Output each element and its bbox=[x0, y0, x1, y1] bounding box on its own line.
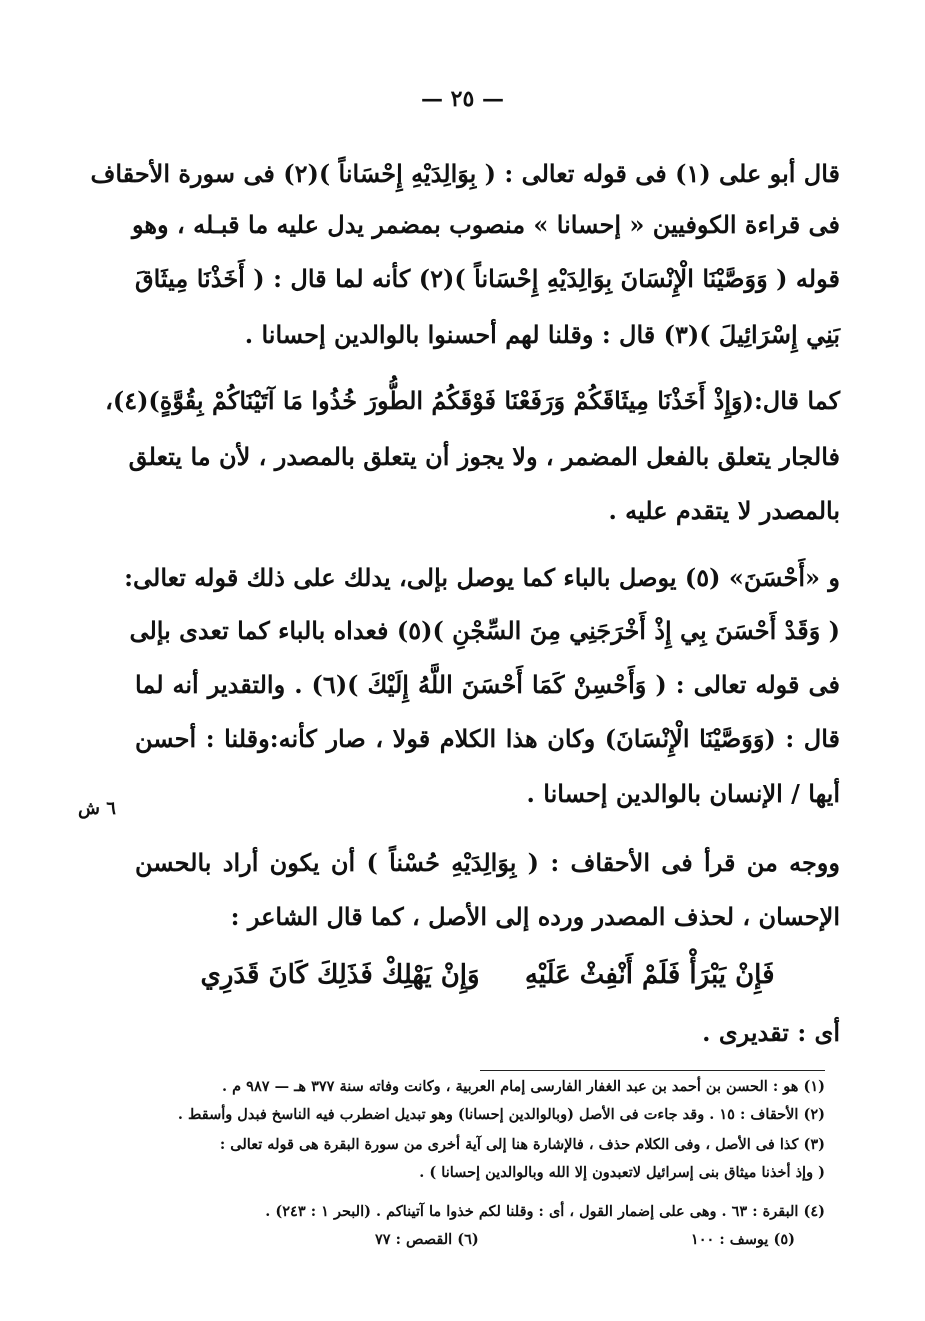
footnote: (٦) القصص : ٧٧ bbox=[375, 1231, 479, 1248]
text-line: قال أبو على (١) فى قوله تعالى : ( بِوَالِدَيْهِ إِحْسَاناً )(٢) فى سورة الأحقاف bbox=[90, 159, 840, 188]
text-line: فالجار يتعلق بالفعل المضمر ، ولا يجوز أن يتعلق بالمصدر ، لأن ما يتعلق bbox=[128, 442, 840, 471]
footnote-row bbox=[375, 1230, 795, 1250]
footnote-separator bbox=[480, 1070, 825, 1071]
footnote: (٢) الأحقاف : ١٥ . وقد جاءت فى الأصل (وبالوالدين إحسانا) وهو تبديل اضطرب فيه الناسخ فبدل وأسقط . bbox=[177, 1106, 825, 1123]
footnote: ( وإذ أخذنا ميثاق بنى إسرائيل لاتعبدون إلا الله وبالوالدين إحسانا ) . bbox=[419, 1164, 825, 1181]
footnote: (٣) كذا فى الأصل ، وفى الكلام حذف ، فالإشارة هنا إلى آية أخرى من سورة البقرة هى قوله تعالى : bbox=[219, 1136, 825, 1153]
text-line: ووجه من قرأ فى الأحقاف : ( بِوَالِدَيْهِ حُسْناً ) أن يكون أراد بالحسن bbox=[135, 848, 840, 877]
footnote: (٥) يوسف : ١٠٠ bbox=[690, 1231, 795, 1248]
text-line: أى : تقديرى . bbox=[702, 1018, 840, 1047]
text-line: قوله ( وَوَصَّيْنَا الْإِنْسَانَ بِوَالِدَيْهِ إِحْسَاناً )(٢) كأنه لما قال : ( أَخَذْنَا مِيثَاقَ bbox=[135, 264, 840, 293]
text-line: فى قراءة الكوفيين « إحسانا » منصوب بمضمر يدل عليه ما قبـله ، وهو bbox=[131, 210, 840, 239]
text-line: بَنِي إِسْرَائِيلَ )(٣) قال : وقلنا لهم أحسنوا بالوالدين إحسانا . bbox=[244, 320, 840, 349]
text-line: و «أَحْسَنَ» (٥) يوصل بالباء كما يوصل بإلى، يدلك على ذلك قوله تعالى: bbox=[124, 563, 840, 592]
footnote: (١) هو : الحسن بن أحمد بن عبد الغفار الفارسى إمام العربية ، وكانت وفاته سنة ٣٧٧ هـ — ٩٨٧ م . bbox=[222, 1078, 825, 1095]
poetry-verse: فَإِنْ يَبْرَأْ فَلَمْ أَنْفِثْ عَلَيْهِ وَإِنْ يَهْلِكْ فَذَلِكَ كَانَ قَدَرِي bbox=[200, 960, 775, 990]
margin-note: ٦ ش bbox=[78, 798, 116, 819]
text-line: كما قال:(وَإِذْ أَخَذْنَا مِيثَاقَكُمْ وَرَفَعْنَا فَوْقَكُمُ الطُّورَ خُذُوا مَا آتَيْنَاكُمْ بِقُوَّةٍ)(٤)، bbox=[105, 386, 840, 415]
footnote: (٤) البقرة : ٦٣ . وهى على إضمار القول ، أى : وقلنا لكم خذوا ما آتيناكم . (البحر ١ : ٢٤٣) . bbox=[265, 1203, 825, 1220]
page-number: — ٢٥ — bbox=[421, 86, 504, 112]
text-line: فى قوله تعالى : ( وَأَحْسِنْ كَمَا أَحْسَنَ اللَّهُ إِلَيْكَ )(٦) . والتقدير أنه لما bbox=[135, 670, 840, 699]
text-line: ( وَقَدْ أَحْسَنَ بِي إِذْ أَخْرَجَنِي مِنَ السِّجْنِ )(٥) فعداه بالباء كما تعدى بإلى bbox=[129, 616, 840, 645]
text-line: بالمصدر لا يتقدم عليه . bbox=[608, 496, 840, 525]
text-line: الإحسان ، لحذف المصدر ورده إلى الأصل ، كما قال الشاعر : bbox=[230, 902, 840, 931]
text-line: قال : (وَوَصَّيْنَا الْإِنْسَانَ) وكان هذا الكلام قولا ، صار كأنه:وقلنا : أحسن bbox=[135, 724, 840, 753]
text-line: أيها / الإنسان بالوالدين إحسانا . bbox=[526, 779, 840, 808]
